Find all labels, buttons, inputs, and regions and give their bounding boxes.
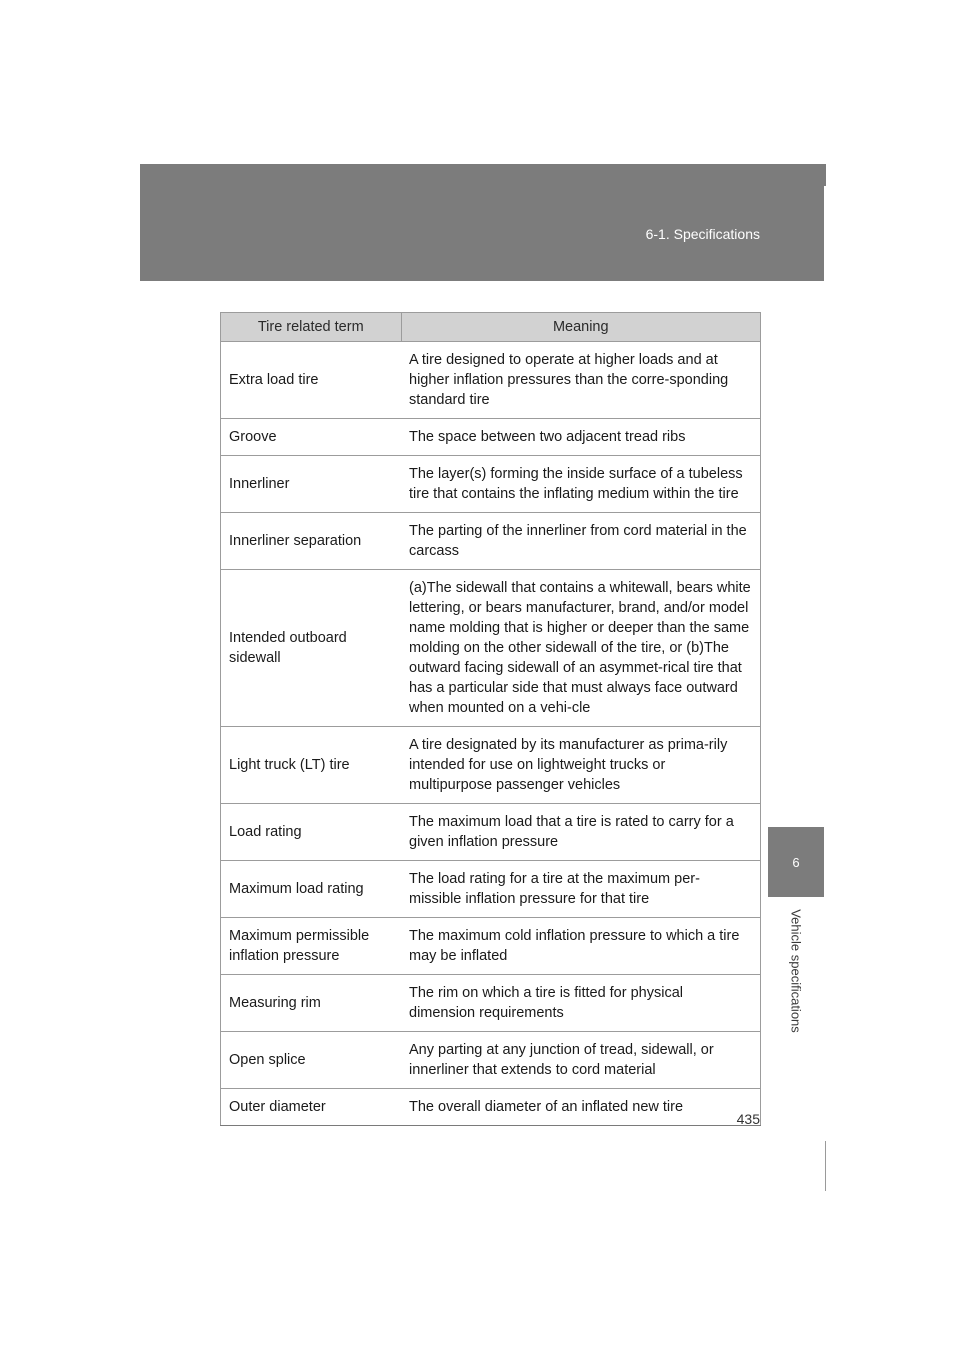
table-row: [221, 513, 761, 570]
meaning-cell: A tire designated by its manufacturer as prima-rily intended for use on lightweight trucks or multipurpose passenger vehicles: [401, 727, 761, 804]
table-row: [221, 918, 761, 975]
table-header-row: [221, 313, 761, 342]
term-cell: Maximum load rating: [221, 861, 402, 918]
term-cell: Extra load tire: [221, 342, 402, 419]
table-row: [221, 570, 761, 727]
table-row: [221, 861, 761, 918]
header-corner-tick: [824, 164, 826, 186]
table-row: [221, 419, 761, 456]
section-title: 6-1. Specifications: [645, 226, 760, 242]
meaning-cell: The space between two adjacent tread ribs: [401, 419, 761, 456]
term-cell: Innerliner separation: [221, 513, 402, 570]
term-cell: Load rating: [221, 804, 402, 861]
chapter-label: Vehicle specifications: [788, 909, 804, 1033]
column-header-term: Tire related term: [221, 313, 402, 342]
term-cell: Outer diameter: [221, 1089, 402, 1126]
term-cell: Groove: [221, 419, 402, 456]
tire-terms-table: [220, 312, 761, 1126]
term-cell: Innerliner: [221, 456, 402, 513]
term-cell: Maximum permissible inflation pressure: [221, 918, 402, 975]
meaning-cell: The maximum load that a tire is rated to carry for a given inflation pressure: [401, 804, 761, 861]
table-row: [221, 727, 761, 804]
table-row: [221, 804, 761, 861]
column-header-meaning: Meaning: [401, 313, 761, 342]
meaning-cell: (a)The sidewall that contains a whitewall, bears white lettering, or bears manufacturer, brand, and/or model name molding that is higher or deeper than the same molding on the other sidewall of the tire, or (b)The outward facing sidewall of an asymmet-rical tire that has a particular side that must always face outward when mounted on a vehi-cle: [401, 570, 761, 727]
meaning-cell: The layer(s) forming the inside surface of a tubeless tire that contains the inflating medium within the tire: [401, 456, 761, 513]
meaning-cell: The overall diameter of an inflated new tire: [401, 1089, 761, 1126]
table-row: [221, 456, 761, 513]
page-number: 435: [736, 1111, 760, 1127]
meaning-cell: The rim on which a tire is fitted for physical dimension requirements: [401, 975, 761, 1032]
term-cell: Open splice: [221, 1032, 402, 1089]
term-cell: Measuring rim: [221, 975, 402, 1032]
header-band: [140, 164, 824, 281]
chapter-number: 6: [792, 855, 800, 870]
chapter-label-area: [768, 897, 824, 1045]
meaning-cell: Any parting at any junction of tread, sidewall, or innerliner that extends to cord material: [401, 1032, 761, 1089]
table-row: [221, 342, 761, 419]
table-row: [221, 1032, 761, 1089]
meaning-cell: The maximum cold inflation pressure to which a tire may be inflated: [401, 918, 761, 975]
chapter-tab: [768, 827, 824, 897]
term-cell: Intended outboard sidewall: [221, 570, 402, 727]
page-edge-line: [825, 1141, 826, 1191]
term-cell: Light truck (LT) tire: [221, 727, 402, 804]
meaning-cell: The parting of the innerliner from cord material in the carcass: [401, 513, 761, 570]
meaning-cell: A tire designed to operate at higher loads and at higher inflation pressures than the corre-sponding standard tire: [401, 342, 761, 419]
table-row: [221, 975, 761, 1032]
table-row: [221, 1089, 761, 1126]
meaning-cell: The load rating for a tire at the maximum per-missible inflation pressure for that tire: [401, 861, 761, 918]
